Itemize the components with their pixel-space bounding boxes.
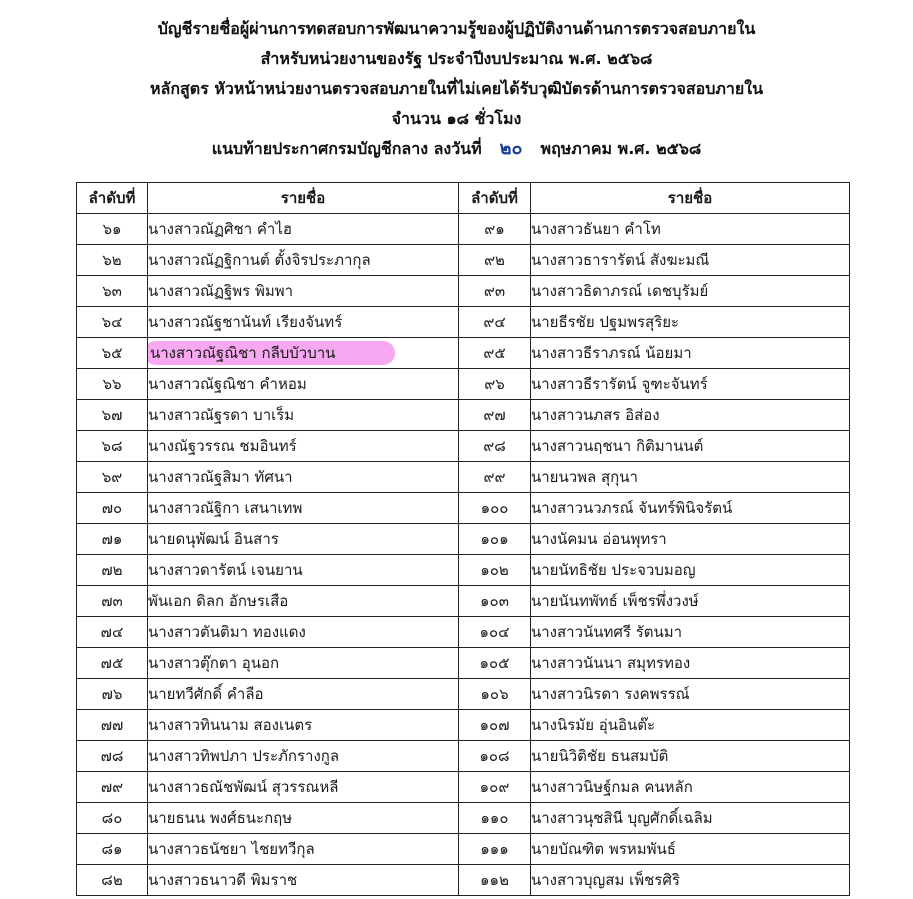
order-number-cell: ๗๘ [77,741,148,772]
table-row [77,617,850,648]
order-number-cell: ๖๔ [77,307,148,338]
name-list-table [76,182,850,896]
table-row [77,555,850,586]
order-number-cell: ๑๐๙ [459,772,531,803]
name-cell: นางสาวณัฐิกา เสนาเทพ [148,493,459,524]
table-row [77,462,850,493]
name-cell: นางสาวธิดาภรณ์ เดชบุรัมย์ [531,276,850,307]
name-cell: นางสาวณัฏฐิพร พิมพา [148,276,459,307]
order-number-cell: ๗๑ [77,524,148,555]
order-number-cell: ๖๓ [77,276,148,307]
order-number-cell: ๖๖ [77,369,148,400]
order-number-cell: ๑๐๓ [459,586,531,617]
order-number-cell: ๗๔ [77,617,148,648]
name-cell: นางสาวนันทศรี รัตนมา [531,617,850,648]
order-number-cell: ๗๒ [77,555,148,586]
name-cell: นางสาวตันติมา ทองแดง [148,617,459,648]
table-row [77,772,850,803]
table-row [77,865,850,896]
order-number-cell: ๙๖ [459,369,531,400]
order-number-cell: ๖๕ [77,338,148,369]
order-number-cell: ๖๒ [77,245,148,276]
order-number-cell: ๗๐ [77,493,148,524]
name-cell: นางสาวนิรดา รงคพรรณ์ [531,679,850,710]
order-number-cell: ๗๕ [77,648,148,679]
title-line-5 [0,134,913,164]
order-number-cell: ๗๖ [77,679,148,710]
order-number-cell: ๙๓ [459,276,531,307]
table-row [77,648,850,679]
table-row [77,524,850,555]
order-number-cell: ๘๐ [77,803,148,834]
name-cell: นางสาวธันยา คำโท [531,214,850,245]
order-number-cell: ๑๑๑ [459,834,531,865]
table-row [77,214,850,245]
name-cell: นายบัณฑิต พรหมพันธ์ [531,834,850,865]
order-number-cell: ๑๐๐ [459,493,531,524]
table-row [77,834,850,865]
name-cell: นางสาวธนาวดี พิมราช [148,865,459,896]
order-number-cell: ๙๙ [459,462,531,493]
name-cell: นางสาวณัฐรดา บาเร็ม [148,400,459,431]
name-cell: นางสาวดารัตน์ เจนยาน [148,555,459,586]
name-cell: นางสาวนิษฐ์กมล คนหลัก [531,772,850,803]
name-cell: นางสาวธนัชยา ไชยทวีกุล [148,834,459,865]
order-number-cell: ๑๐๑ [459,524,531,555]
name-cell: นายทวีศักดิ์ คำลือ [148,679,459,710]
column-header-order-left: ลำดับที่ [77,183,148,214]
name-cell: นางสาวตุ๊กตา อุนอก [148,648,459,679]
name-cell: นางสาวณัฐณิชา คำหอม [148,369,459,400]
column-header-order-right: ลำดับที่ [459,183,531,214]
order-number-cell: ๗๗ [77,710,148,741]
table-row [77,679,850,710]
name-cell: นางสาวนวภรณ์ จันทร์พินิจรัตน์ [531,493,850,524]
table-row [77,741,850,772]
name-cell: นางสาวนันนา สมุทรทอง [531,648,850,679]
order-number-cell: ๘๑ [77,834,148,865]
order-number-cell: ๙๔ [459,307,531,338]
title-line-1: บัญชีรายชื่อผู้ผ่านการทดสอบการพัฒนาความรู้ของผู้ปฏิบัติงานด้านการตรวจสอบภายใน [157,19,756,38]
table-row [77,400,850,431]
table-row [77,803,850,834]
name-cell: นางนิรมัย อุ่นอินต๊ะ [531,710,850,741]
name-cell: นางสาวธีรารัตน์ จูฑะจันทร์ [531,369,850,400]
name-cell: นายนัทธิชัย ประจวบมอญ [531,555,850,586]
order-number-cell: ๘๒ [77,865,148,896]
order-number-cell: ๑๐๕ [459,648,531,679]
table-row [77,710,850,741]
order-number-cell: ๑๐๗ [459,710,531,741]
title-line-2: สำหรับหน่วยงานของรัฐ ประจำปีงบประมาณ พ.ศ. ๒๕๖๘ [260,49,653,68]
order-number-cell: ๙๕ [459,338,531,369]
table-row [77,338,850,369]
table-body [77,214,850,896]
name-cell: นายนิวิติชัย ธนสมบัติ [531,741,850,772]
table-row [77,493,850,524]
name-cell: นางสาวธีราภรณ์ น้อยมา [531,338,850,369]
name-cell: นางนัคมน อ่อนพุทรา [531,524,850,555]
name-cell: นางสาวนฤชนา กิติมานนต์ [531,431,850,462]
name-cell: นางสาวนุชสินี บุญศักดิ์เฉลิม [531,803,850,834]
name-cell: นางสาวณัฐชานันท์ เรียงจันทร์ [148,307,459,338]
order-number-cell: ๗๙ [77,772,148,803]
name-cell: พันเอก ดิลก อักษรเสือ [148,586,459,617]
announcement-month-year: พฤษภาคม พ.ศ. ๒๕๖๘ [540,139,702,158]
table-row [77,276,850,307]
name-cell [148,338,459,369]
name-cell: นางสาวทิพปภา ประภักรางกูล [148,741,459,772]
name-cell: นางสาวณัฏศิชา คำไฮ [148,214,459,245]
name-cell: นายดนุพัฒน์ อินสาร [148,524,459,555]
order-number-cell: ๖๙ [77,462,148,493]
name-cell: นางสาวนภสร อิส่อง [531,400,850,431]
name-cell: นางสาวณัฏฐิกานต์ ตั้งจิรประภากุล [148,245,459,276]
order-number-cell: ๑๑๐ [459,803,531,834]
order-number-cell: ๖๘ [77,431,148,462]
order-number-cell: ๑๐๔ [459,617,531,648]
order-number-cell: ๑๐๖ [459,679,531,710]
announcement-day: ๒๐ [499,138,523,159]
order-number-cell: ๙๗ [459,400,531,431]
order-number-cell: ๙๑ [459,214,531,245]
name-cell: นางสาวณัฐสิมา ทัศนา [148,462,459,493]
name-cell: นายนวพล สุกุนา [531,462,850,493]
table-header-row [77,183,850,214]
document-header [0,14,913,164]
table-row [77,369,850,400]
name-cell: นายธนน พงศ์ธนะกฤษ [148,803,459,834]
order-number-cell: ๑๑๒ [459,865,531,896]
name-cell: นายธีรชัย ปฐมพรสุริยะ [531,307,850,338]
table-row [77,245,850,276]
order-number-cell: ๑๐๘ [459,741,531,772]
order-number-cell: ๙๘ [459,431,531,462]
announcement-prefix: แนบท้ายประกาศกรมบัญชีกลาง ลงวันที่ [211,139,482,158]
name-cell: นางสาวธารารัตน์ สังฆะมณี [531,245,850,276]
highlighted-name: นางสาวณัฐณิชา กลีบบัวบาน [148,341,396,365]
title-line-3: หลักสูตร หัวหน้าหน่วยงานตรวจสอบภายในที่ไม่เคยได้รับวุฒิบัตรด้านการตรวจสอบภายใน [149,79,764,98]
column-header-name-right: รายชื่อ [531,183,850,214]
order-number-cell: ๖๑ [77,214,148,245]
table-row [77,307,850,338]
table-row [77,431,850,462]
order-number-cell: ๑๐๒ [459,555,531,586]
order-number-cell: ๖๗ [77,400,148,431]
name-cell: นางณัฐวรรณ ชมอินทร์ [148,431,459,462]
table-row [77,586,850,617]
name-cell: นางสาวธณัชพัฒน์ สุวรรณหลี [148,772,459,803]
order-number-cell: ๗๓ [77,586,148,617]
name-cell: นางสาวทินนาม สองเนตร [148,710,459,741]
column-header-name-left: รายชื่อ [148,183,459,214]
title-line-4: จำนวน ๑๘ ชั่วโมง [391,109,522,128]
name-cell: นางสาวบุญสม เพ็ชรศิริ [531,865,850,896]
name-cell: นายนันทพัทธ์ เพ็ชรพึ่งวงษ์ [531,586,850,617]
order-number-cell: ๙๒ [459,245,531,276]
